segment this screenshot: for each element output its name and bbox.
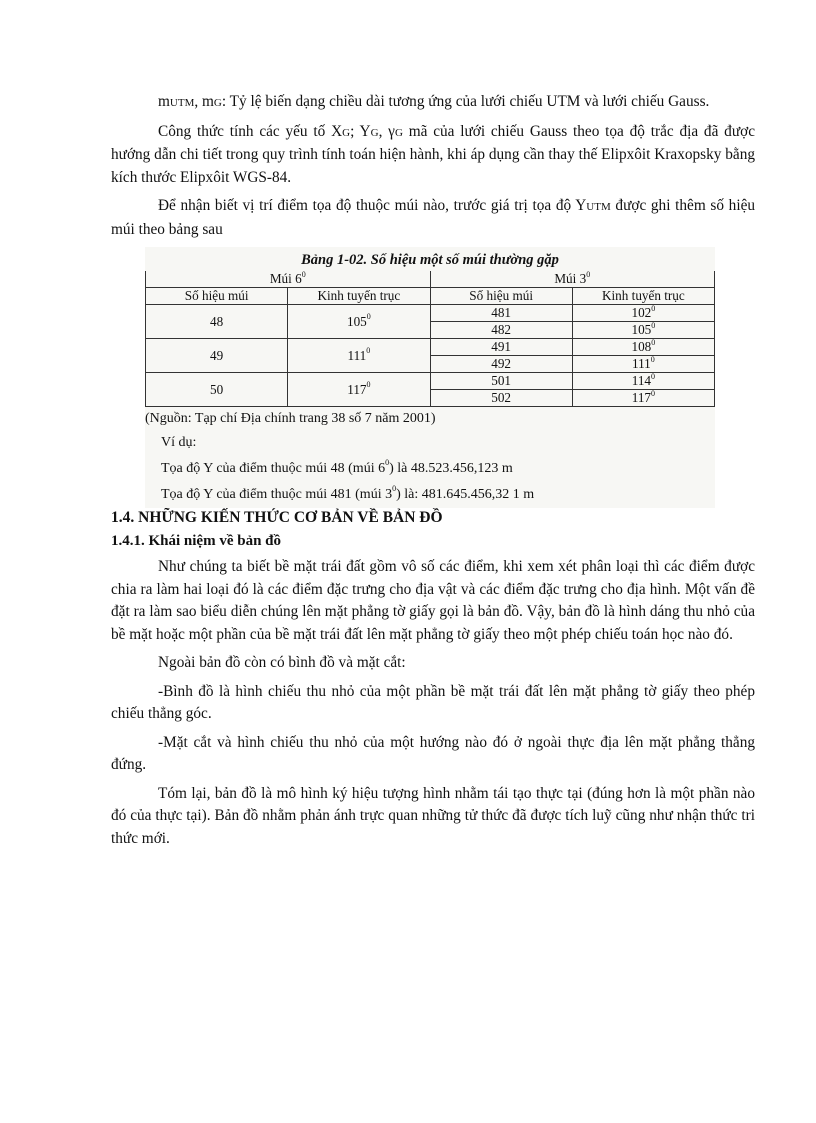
cell-value: 111: [631, 356, 651, 371]
subscript-g: G: [342, 126, 351, 139]
degree-sup: 0: [366, 312, 371, 322]
subscript-g: G: [394, 126, 403, 139]
example-block: [111, 430, 715, 508]
table-row: [146, 305, 715, 322]
page-content: [111, 91, 755, 856]
subscript-g: G: [370, 126, 379, 139]
degree-sup: 0: [385, 458, 390, 468]
text-fragment: Tọa độ Y của điểm thuộc múi 481 (múi 3: [161, 487, 393, 502]
paragraph-map-types: Ngoài bản đồ còn có bình đồ và mặt cắt:: [158, 654, 406, 671]
degree-sup: 0: [651, 388, 656, 398]
text-fragment: Công thức tính các yếu tố X: [158, 122, 343, 140]
col-header-meridian: Kinh tuyến trục: [288, 288, 430, 305]
text-fragment: Tọa độ Y của điểm thuộc múi 48 (múi 6: [161, 461, 386, 476]
cell-meridian6: [288, 373, 430, 407]
section-heading: 1.4. NHỮNG KIẾN THỨC CƠ BẢN VỀ BẢN ĐỒ: [111, 509, 443, 526]
subsection-heading: 1.4.1. Khái niệm về bản đồ: [111, 533, 282, 549]
text-fragment: Để nhận biết vị trí điểm tọa độ thuộc múi nào, trước giá trị tọa độ Y: [158, 197, 587, 214]
header-zone3: [430, 271, 715, 288]
cell-value: 117: [347, 381, 367, 397]
degree-sup: 0: [651, 337, 656, 347]
symbol-m-utm: m: [158, 93, 170, 110]
cell-value: 105: [346, 313, 367, 329]
symbol-m-g: m: [202, 93, 214, 110]
example-label: Ví dụ:: [161, 435, 197, 450]
cell-zone3: 482: [430, 322, 572, 339]
subscript-g: G: [213, 97, 222, 109]
table-row: [146, 373, 715, 390]
paragraph-plan-map: -Bình đồ là hình chiếu thu nhỏ của một phần bề mặt trái đất lên mặt phẳng tờ giấy theo phép chiếu thẳng góc.: [111, 682, 755, 722]
cell-value: 114: [631, 373, 652, 388]
table-caption: Bảng 1-02. Số hiệu một số múi thường gặp: [301, 252, 559, 268]
text-fragment: ; Y: [350, 122, 371, 140]
cell-zone3: 481: [430, 305, 572, 322]
header-text: Múi 3: [554, 271, 587, 286]
text-fragment: , γ: [378, 122, 395, 140]
cell-zone3: 502: [430, 390, 572, 407]
table-source: (Nguồn: Tạp chí Địa chính trang 38 số 7 năm 2001): [145, 411, 436, 426]
cell-meridian3: [572, 305, 714, 322]
degree-sup: 0: [650, 354, 655, 364]
cell-meridian6: [288, 339, 430, 373]
degree-sup: 0: [301, 269, 306, 279]
paragraph-gauss-formula: [111, 121, 755, 190]
degree-sup: 0: [651, 371, 656, 381]
cell-meridian6: [288, 305, 430, 339]
text-fragment: ) là: 481.645.456,32 1 m: [396, 487, 535, 502]
cell-zone3: 492: [430, 356, 572, 373]
paragraph-map-concept: Như chúng ta biết bề mặt trái đất gồm vô số các điểm, khi xem xét phân loại thì các điểm được chia ra làm hai loại đó là các điểm đặc trưng cho địa vật và các điểm đặc trưng cho địa hình. Một vấn đề đặt ra làm sao biểu diễn chúng lên mặt phẳng tờ giấy gọi là bản đồ. Vậy, bản đồ là hình dáng thu nhỏ của bề mặt hoặc một phần của bề mặt trái đất lên mặt phẳng tờ giấy theo một phép chiếu toán học nào đó.: [111, 558, 755, 643]
text-fragment: ) là 48.523.456,123 m: [389, 461, 513, 476]
degree-sup: 0: [651, 303, 656, 313]
degree-sup: 0: [366, 346, 371, 356]
header-text: Múi 6: [269, 271, 302, 286]
cell-value: 102: [631, 305, 652, 320]
example-line-1: [111, 456, 715, 482]
cell-meridian3: [572, 339, 714, 356]
cell-value: 117: [631, 390, 652, 405]
table-header-group: [146, 271, 715, 288]
cell-zone6: 48: [146, 305, 288, 339]
degree-sup: 0: [651, 320, 656, 330]
degree-sup: 0: [586, 269, 591, 279]
degree-sup: 0: [366, 380, 371, 390]
cell-value: 105: [631, 322, 652, 337]
cell-value: 108: [631, 339, 652, 354]
degree-sup: 0: [392, 484, 397, 494]
subscript-utm: UTM: [586, 201, 611, 213]
text-fragment: mã của lưới chiếu Gauss theo tọa độ trắc địa đã được hướng dẫn chi tiết trong quy trình tính toán hiện hành, khi áp dụng cần thay thế Elipxôit Kraxopsky bằng kích thước Elipxôit WGS-84.: [111, 122, 755, 186]
cell-zone3: 501: [430, 373, 572, 390]
text-fragment: được ghi thêm số hiệu múi theo bảng sau: [111, 197, 756, 238]
cell-meridian3: [572, 373, 714, 390]
paragraph-text: : Tỷ lệ biến dạng chiều dài tương ứng của lưới chiếu UTM và lưới chiếu Gauss.: [221, 93, 710, 110]
cell-zone6: 49: [146, 339, 288, 373]
cell-meridian3: [572, 356, 714, 373]
table-row: [146, 339, 715, 356]
col-header-zone: Số hiệu múi: [146, 288, 288, 305]
cell-zone3: 491: [430, 339, 572, 356]
col-header-zone: Số hiệu múi: [430, 288, 572, 305]
subscript-utm: UTM: [169, 97, 195, 109]
header-zone6: [146, 271, 431, 288]
paragraph-cross-section: -Mặt cắt và hình chiếu thu nhỏ của một hướng nào đó ở ngoài thực địa lên mặt phẳng thẳng đứng.: [111, 733, 755, 773]
table-block: [145, 247, 715, 508]
zone-table: [145, 271, 715, 407]
table-header-cols: [146, 288, 715, 305]
paragraph-zone-prefix: [111, 195, 755, 241]
example-line-2: [111, 482, 715, 508]
paragraph-summary: Tóm lại, bản đồ là mô hình ký hiệu tượng hình nhằm tái tạo thực tại (đúng hơn là một phần nào đó của thực tại). Bản đồ nhằm phản ánh trực quan những tử thức đã được tích luỹ cũng như nhận thức tri thức mới.: [111, 784, 755, 847]
cell-zone6: 50: [146, 373, 288, 407]
cell-value: 111: [347, 347, 367, 363]
paragraph-scale-factors: mUTM, mG: Tỷ lệ biến dạng chiều dài tương ứng của lưới chiếu UTM và lưới chiếu Gauss.: [158, 93, 710, 110]
cell-meridian3: [572, 322, 714, 339]
cell-meridian3: [572, 390, 714, 407]
col-header-meridian: Kinh tuyến trục: [572, 288, 714, 305]
